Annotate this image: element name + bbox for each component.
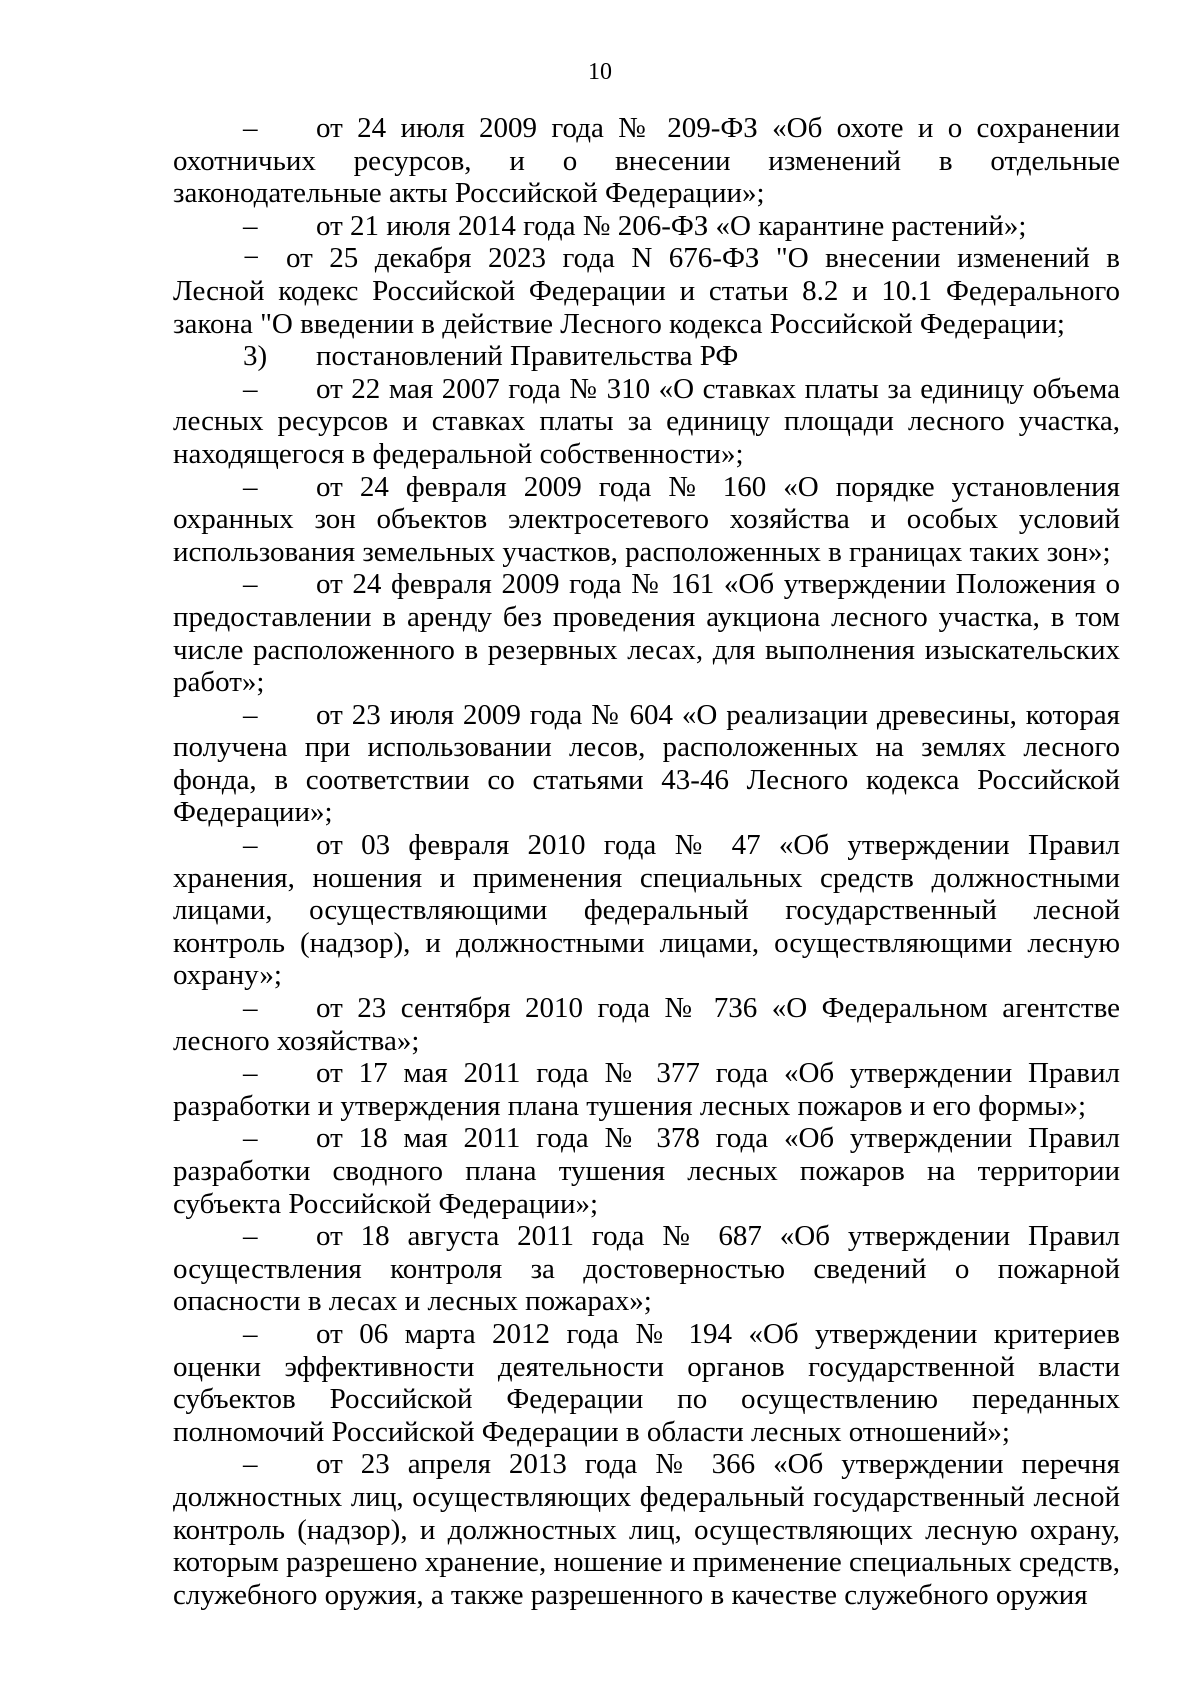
item-text: от 03 февраля 2010 года № 47 «Об утверждении Правил хранения, ношения и применения специальных средств должностными лицами, осуществляющими федеральный государственный лесной контроль (надзор), и должностными лицами, осуществляющими лесную охрану»; <box>173 829 1120 992</box>
list-item <box>173 1448 1120 1611</box>
item-marker: − <box>243 242 260 275</box>
list-item <box>173 568 1120 698</box>
list-item <box>173 829 1120 992</box>
list-item <box>173 1318 1120 1448</box>
page-number: 10 <box>588 59 612 85</box>
list-item <box>173 1220 1120 1318</box>
item-text: постановлений Правительства РФ <box>316 340 739 373</box>
item-marker: – <box>243 372 258 405</box>
item-text: от 22 мая 2007 года № 310 «О ставках платы за единицу объема лесных ресурсов и ставках платы за единицу площади лесного участка, находящегося в федеральной собственности»; <box>173 372 1120 470</box>
list-item <box>173 112 1120 210</box>
item-marker: – <box>243 1122 258 1155</box>
item-marker: – <box>243 1057 258 1090</box>
list-item <box>173 373 1120 471</box>
item-marker: – <box>243 209 258 242</box>
item-marker: – <box>243 112 258 144</box>
list-item <box>173 1057 1120 1122</box>
item-text: от 06 марта 2012 года № 194 «Об утверждении критериев оценки эффективности деятельности органов государственной власти субъектов Российской Федерации по осуществлению переданных полномочий Российской Федерации в области лесных отношений»; <box>173 1317 1120 1448</box>
item-text: от 23 сентября 2010 года № 736 «О Федеральном агентстве лесного хозяйства»; <box>173 992 1120 1057</box>
item-text: от 24 февраля 2009 года № 161 «Об утверждении Положения о предоставлении в аренду без проведения аукциона лесного участка, в том числе расположенного в резервных лесах, для выполнения изыскательских работ»; <box>173 568 1120 699</box>
item-marker: – <box>243 568 258 601</box>
item-marker: – <box>243 1317 258 1350</box>
list-item <box>173 210 1120 243</box>
item-text: от 23 апреля 2013 года № 366 «Об утверждении перечня должностных лиц, осуществляющих федеральный государственный лесной контроль (надзор), и должностных лиц, осуществляющих лесную охрану, которым разрешено хранение, ношение и применение специальных средств, служебного оружия, а также разрешенного в качестве служебного оружия <box>173 1448 1120 1611</box>
document-body <box>173 112 1120 1611</box>
list-item <box>173 992 1120 1057</box>
item-text: от 18 августа 2011 года № 687 «Об утверждении Правил осуществления контроля за достоверностью сведений о пожарной опасности в лесах и лесных пожарах»; <box>173 1220 1120 1318</box>
item-marker: 3) <box>243 340 268 373</box>
item-text: от 23 июля 2009 года № 604 «О реализации древесины, которая получена при использовании лесов, расположенных на землях лесного фонда, в соответствии со статьями 43-46 Лесного кодекса Российской Федерации»; <box>173 698 1120 829</box>
list-item <box>173 242 1120 340</box>
item-text: от 17 мая 2011 года № 377 года «Об утверждении Правил разработки и утверждения плана тушения лесных пожаров и его формы»; <box>173 1057 1120 1122</box>
list-item <box>173 1122 1120 1220</box>
item-text: от 24 февраля 2009 года № 160 «О порядке установления охранных зон объектов электросетевого хозяйства и особых условий использования земельных участков, расположенных в границах таких зон»; <box>173 470 1120 568</box>
item-marker: – <box>243 698 258 731</box>
item-marker: – <box>243 829 258 862</box>
item-text: от 25 декабря 2023 года N 676-ФЗ "О внесении изменений в Лесной кодекс Российской Федерации и статьи 8.2 и 10.1 Федерального закона "О введении в действие Лесного кодекса Российской Федерации; <box>173 242 1120 340</box>
item-marker: – <box>243 1220 258 1253</box>
list-item <box>173 340 1120 373</box>
list-item <box>173 699 1120 829</box>
item-text: от 18 мая 2011 года № 378 года «Об утверждении Правил разработки сводного плана тушения лесных пожаров на территории субъекта Российской Федерации»; <box>173 1122 1120 1220</box>
item-marker: – <box>243 470 258 503</box>
list-item <box>173 471 1120 569</box>
item-text: от 24 июля 2009 года № 209-ФЗ «Об охоте и о сохранении охотничьих ресурсов, и о внесении изменений в отдельные законодательные акты Российской Федерации»; <box>173 112 1120 210</box>
item-marker: – <box>243 992 258 1025</box>
item-text: от 21 июля 2014 года № 206-ФЗ «О карантине растений»; <box>316 209 1027 242</box>
item-marker: – <box>243 1448 258 1481</box>
